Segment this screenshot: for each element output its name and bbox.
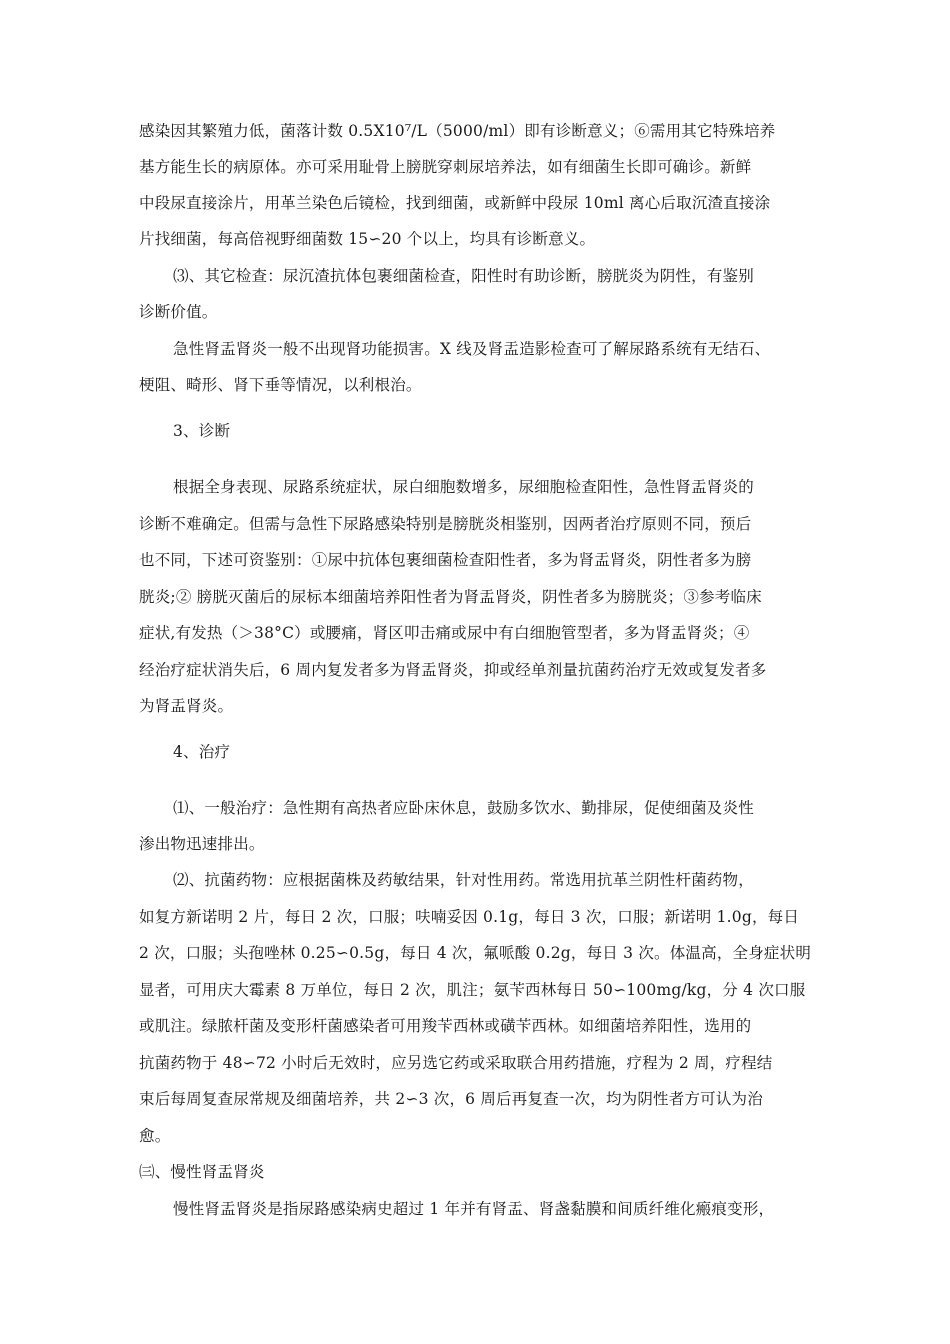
paragraph-line: 或肌注。绿脓杆菌及变形杆菌感染者可用羧苄西林或磺苄西林。如细菌培养阳性，选用的	[139, 1017, 752, 1035]
paragraph-line: 慢性肾盂肾炎是指尿路感染病史超过 1 年并有肾盂、肾盏黏膜和间质纤维化瘢痕变形，	[173, 1200, 775, 1218]
section-heading-chronic-pyelonephritis: ㈢、慢性肾盂肾炎	[139, 1163, 265, 1181]
paragraph-line: ⑴、一般治疗：急性期有高热者应卧床休息，鼓励多饮水、勤排尿，促使细菌及炎性	[173, 799, 754, 817]
paragraph-line: ⑵、抗菌药物：应根据菌株及药敏结果，针对性用药。常选用抗革兰阴性杆菌药物，	[173, 871, 754, 889]
paragraph-line: 症状,有发热（＞38°C）或腰痛，肾区叩击痛或尿中有白细胞管型者，多为肾盂肾炎；④	[139, 624, 750, 642]
paragraph-line: 诊断不难确定。但需与急性下尿路感染特别是膀胱炎相鉴别，因两者治疗原则不同，预后	[139, 515, 752, 533]
section-heading-diagnosis: 3、诊断	[173, 422, 231, 440]
paragraph-line: 抗菌药物于 48∽72 小时后无效时，应另选它药或采取联合用药措施，疗程为 2 周，疗程结	[139, 1054, 773, 1072]
paragraph-line: 2 次，口服；头孢唑林 0.25∽0.5g，每日 4 次，氟哌酸 0.2g，每日 3 次。体温高，全身症状明	[139, 944, 812, 962]
paragraph-line: 如复方新诺明 2 片，每日 2 次，口服；呋喃妥因 0.1g，每日 3 次，口服；新诺明 1.0g，每日	[139, 908, 800, 926]
paragraph-line: 根据全身表现、尿路系统症状，尿白细胞数增多，尿细胞检查阳性，急性肾盂肾炎的	[173, 478, 754, 496]
paragraph-line: ⑶、其它检查：尿沉渣抗体包裹细菌检查，阳性时有助诊断，膀胱炎为阴性，有鉴别	[173, 267, 754, 285]
paragraph-line: 片找细菌，每高倍视野细菌数 15∽20 个以上，均具有诊断意义。	[139, 230, 596, 248]
paragraph-line: 梗阻、畸形、肾下垂等情况，以利根治。	[139, 376, 422, 394]
paragraph-line: 愈。	[139, 1127, 171, 1145]
section-heading-treatment: 4、治疗	[173, 743, 231, 761]
paragraph-line: 感染因其繁殖力低，菌落计数 0.5X10⁷/L（5000/ml）即有诊断意义；⑥需用其它特殊培养	[139, 122, 776, 140]
paragraph-line: 胱炎;② 膀胱灭菌后的尿标本细菌培养阳性者为肾盂肾炎，阴性者多为膀胱炎；③参考临床	[139, 588, 762, 606]
paragraph-line: 中段尿直接涂片，用革兰染色后镜检，找到细菌，或新鲜中段尿 10ml 离心后取沉渣直接涂	[139, 194, 771, 212]
paragraph-line: 基方能生长的病原体。亦可采用耻骨上膀胱穿刺尿培养法，如有细菌生长即可确诊。新鲜	[139, 158, 752, 176]
paragraph-line: 经治疗症状消失后，6 周内复发者多为肾盂肾炎，抑或经单剂量抗菌药治疗无效或复发者多	[139, 661, 767, 679]
paragraph-line: 诊断价值。	[139, 303, 218, 321]
paragraph-line: 束后每周复查尿常规及细菌培养，共 2∽3 次，6 周后再复查一次，均为阴性者方可认为治	[139, 1090, 763, 1108]
paragraph-line: 也不同，下述可资鉴别：①尿中抗体包裹细菌检查阳性者，多为肾盂肾炎，阴性者多为膀	[139, 551, 752, 569]
paragraph-line: 渗出物迅速排出。	[139, 835, 265, 853]
paragraph-line: 显者，可用庆大霉素 8 万单位，每日 2 次，肌注；氨苄西林每日 50∽100mg/kg，分 4 次口服	[139, 981, 806, 999]
paragraph-line: 急性肾盂肾炎一般不出现肾功能损害。X 线及肾盂造影检查可了解尿路系统有无结石、	[173, 340, 771, 358]
paragraph-line: 为肾盂肾炎。	[139, 697, 234, 715]
